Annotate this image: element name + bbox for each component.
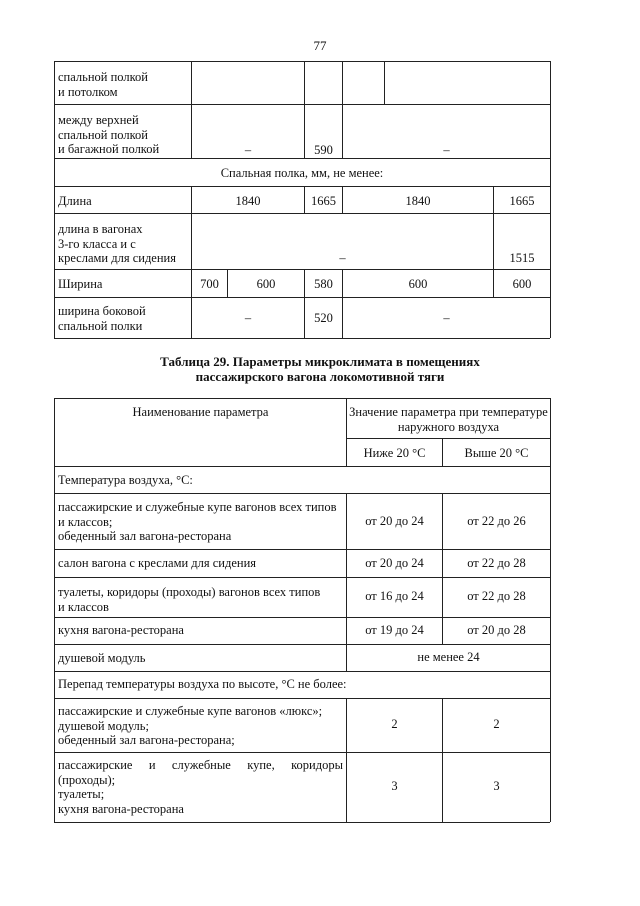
cell-general-below: 3 — [391, 779, 398, 793]
cell-width-3: 580 — [314, 277, 333, 291]
section-temperature-drop: Перепад температуры воздуха по высоте, °С не более: — [58, 677, 347, 691]
cell-lux-above: 2 — [493, 717, 500, 731]
cell-side-width-3: – — [443, 311, 450, 325]
cell-side-width-1: – — [244, 311, 252, 325]
cell-length-4: 1665 — [509, 194, 535, 208]
cell-kitchen-below: от 19 до 24 — [365, 623, 424, 637]
cell-length-3: 1840 — [405, 194, 431, 208]
cell-between-3: – — [443, 143, 450, 157]
cell-side-width-2: 520 — [314, 311, 333, 325]
row-label-toilets: туалеты, коридоры (проходы) вагонов всех типов и классов — [58, 585, 321, 614]
table-29-rule — [54, 493, 550, 494]
table-29-rule — [54, 822, 550, 823]
cell-length-2: 1665 — [311, 194, 336, 208]
cell-length3-2: 1515 — [509, 251, 535, 265]
cell-length3-1: – — [339, 251, 346, 265]
cell-lux-below: 2 — [391, 717, 398, 731]
table-29-rule — [54, 671, 550, 672]
row-label-width: Ширина — [58, 277, 103, 291]
cell-compartments-above: от 22 до 26 — [467, 514, 526, 528]
row-label-length3: длина в вагонах 3-го класса и с креслами для сидения — [58, 222, 176, 265]
cell-salon-below: от 20 до 24 — [365, 556, 424, 570]
row-label-general-rest: (проходы); туалеты; кухня вагона-ресторана — [58, 772, 184, 816]
cell-width-4: 600 — [408, 277, 428, 291]
header-param-value: Значение параметра при температуре наружного воздуха — [349, 405, 548, 434]
section-sleeping-shelf: Спальная полка, мм, не менее: — [220, 166, 384, 180]
header-below-20: Ниже 20 °С — [363, 446, 426, 460]
cell-toilets-above: от 22 до 28 — [467, 589, 526, 603]
table-29-rule — [54, 644, 550, 645]
cell-shower-value: не менее 24 — [417, 650, 480, 664]
table-29-rule — [346, 438, 550, 439]
table-29-title: Таблица 29. Параметры микроклимата в помещениях пассажирского вагона локомотивной тяги — [160, 354, 480, 384]
cell-width-1: 700 — [200, 277, 219, 291]
table-29-rule — [54, 617, 550, 618]
cell-width-2: 600 — [256, 277, 276, 291]
row-label-side-width: ширина боковой спальной полки — [58, 304, 146, 333]
cell-general-above: 3 — [493, 779, 500, 793]
table-29-rule — [54, 398, 550, 399]
row-label-kitchen: кухня вагона-ресторана — [58, 623, 184, 637]
row-label-shower: душевой модуль — [58, 651, 146, 665]
cell-between-2: 590 — [314, 143, 333, 157]
table-29-rule — [54, 549, 550, 550]
table-29-rule — [54, 466, 550, 467]
page-number: 77 — [313, 38, 327, 53]
section-air-temperature: Температура воздуха, °С: — [58, 473, 193, 487]
cell-width-5: 600 — [512, 277, 532, 291]
row-label-length: Длина — [58, 194, 92, 208]
table-29-rule — [54, 398, 55, 822]
cell-toilets-below: от 16 до 24 — [365, 589, 424, 603]
cell-length-1: 1840 — [235, 194, 261, 208]
cell-between-1: – — [244, 143, 252, 157]
row-label-compartments: пассажирские и служебные купе вагонов всех типов и классов; обеденный зал вагона-ресторана — [58, 500, 337, 543]
cell-kitchen-above: от 20 до 28 — [467, 623, 526, 637]
cell-salon-above: от 22 до 28 — [467, 556, 526, 570]
cell-compartments-below: от 20 до 24 — [365, 514, 424, 528]
table-29-rule — [54, 577, 550, 578]
row-label-ceiling: спальной полкой и потолком — [58, 70, 148, 99]
table-29-rule — [550, 398, 551, 822]
table-29-rule — [54, 698, 550, 699]
row-label-general-first-line: пассажирские и служебные купе, коридоры — [58, 758, 343, 772]
header-param-name: Наименование параметра — [132, 405, 269, 419]
header-above-20: Выше 20 °С — [464, 446, 529, 460]
row-label-salon: салон вагона с креслами для сидения — [58, 556, 257, 570]
row-label-lux: пассажирские и служебные купе вагонов «люкс»; душевой модуль; обеденный зал вагона-ресторана; — [58, 704, 323, 747]
table-29-rule — [54, 752, 550, 753]
row-label-between: между верхней спальной полкой и багажной полкой — [58, 113, 160, 156]
